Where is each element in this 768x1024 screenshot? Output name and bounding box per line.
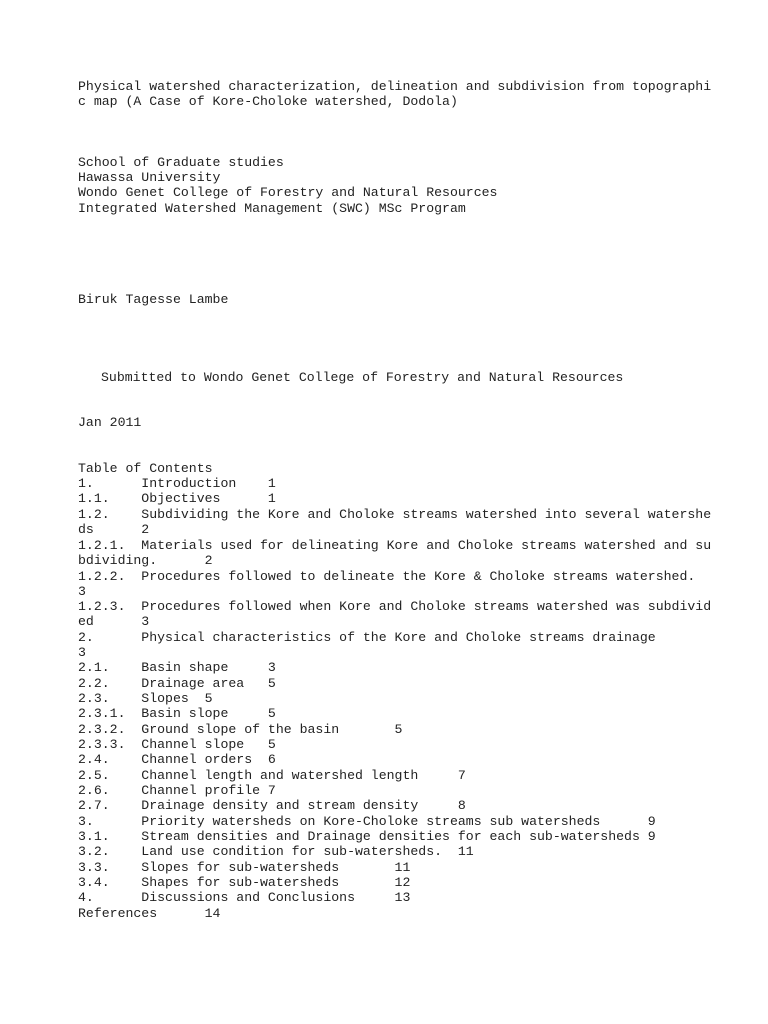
- toc-line: 3.3. Slopes for sub-watersheds 11: [78, 860, 411, 875]
- institution-line: Integrated Watershed Management (SWC) MSc Program: [78, 201, 466, 216]
- toc-heading: Table of Contents: [78, 461, 213, 476]
- toc-line: 3: [78, 584, 86, 599]
- toc-line: 2.2. Drainage area 5: [78, 676, 276, 691]
- submission-date: Jan 2011: [78, 415, 142, 430]
- toc-line: 2.4. Channel orders 6: [78, 752, 276, 767]
- institution-line: School of Graduate studies: [78, 155, 284, 170]
- toc-line: References 14: [78, 906, 221, 921]
- toc-line: 2.3.3. Channel slope 5: [78, 737, 276, 752]
- title-line-2: c map (A Case of Kore-Choloke watershed, Dodola): [78, 94, 458, 109]
- toc-line: 1.1. Objectives 1: [78, 491, 276, 506]
- toc-line: 1.2.3. Procedures followed when Kore and Choloke streams watershed was subdivid: [78, 599, 712, 614]
- toc-line: 3. Priority watersheds on Kore-Choloke streams sub watersheds 9: [78, 814, 656, 829]
- toc-line: ed 3: [78, 614, 150, 629]
- toc-line: 2.3.1. Basin slope 5: [78, 706, 276, 721]
- toc-line: 4. Discussions and Conclusions 13: [78, 890, 411, 905]
- toc-line: 3.4. Shapes for sub-watersheds 12: [78, 875, 411, 890]
- toc-line: 2.3.2. Ground slope of the basin 5: [78, 722, 403, 737]
- toc-line: 3.2. Land use condition for sub-watersheds. 11: [78, 844, 474, 859]
- toc-line: 1. Introduction 1: [78, 476, 276, 491]
- toc-line: bdividing. 2: [78, 553, 213, 568]
- toc-line: 1.2. Subdividing the Kore and Choloke streams watershed into several watershe: [78, 507, 712, 522]
- submitted-to: Submitted to Wondo Genet College of Forestry and Natural Resources: [101, 370, 624, 385]
- toc-line: 2.3. Slopes 5: [78, 691, 213, 706]
- toc-line: 2. Physical characteristics of the Kore and Choloke streams drainage: [78, 630, 656, 645]
- author-name: Biruk Tagesse Lambe: [78, 292, 229, 307]
- toc-line: 2.1. Basin shape 3: [78, 660, 276, 675]
- toc-line: 2.6. Channel profile 7: [78, 783, 276, 798]
- toc-line: 1.2.2. Procedures followed to delineate the Kore & Choloke streams watershed.: [78, 569, 696, 584]
- toc-line: ds 2: [78, 522, 150, 537]
- toc-line: 3: [78, 645, 86, 660]
- institution-line: Wondo Genet College of Forestry and Natural Resources: [78, 185, 498, 200]
- toc-line: 2.7. Drainage density and stream density 8: [78, 798, 466, 813]
- toc-line: 2.5. Channel length and watershed length 7: [78, 768, 466, 783]
- institution-line: Hawassa University: [78, 170, 221, 185]
- toc-line: 1.2.1. Materials used for delineating Kore and Choloke streams watershed and su: [78, 538, 712, 553]
- toc-line: 3.1. Stream densities and Drainage densities for each sub-watersheds 9: [78, 829, 656, 844]
- title-line-1: Physical watershed characterization, delineation and subdivision from topographi: [78, 79, 712, 94]
